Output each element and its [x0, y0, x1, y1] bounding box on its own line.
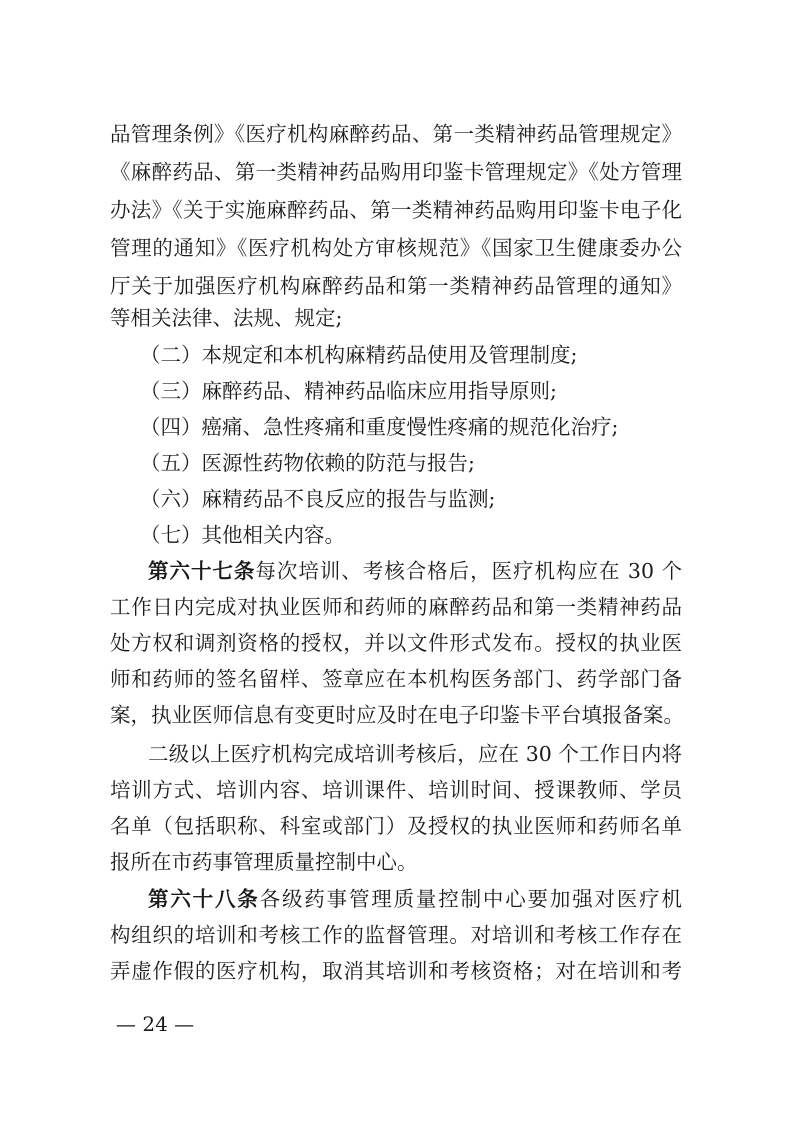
article-text: 各级药事管理质量控制中心要加强对医疗机 — [259, 887, 683, 911]
text-line: 构组织的培训和考核工作的监督管理。对培训和考核工作存在 — [110, 923, 682, 947]
text-line: 品管理条例》《医疗机构麻醉药品、第一类精神药品管理规定》 — [110, 122, 682, 146]
list-item: （七）其他相关内容。 — [140, 523, 345, 547]
text-line: 《麻醉药品、第一类精神药品购用印鉴卡管理规定》《处方管理 — [110, 160, 682, 184]
text-line: 师和药师的签名留样、签章应在本机构医务部门、药学部门备 — [110, 667, 682, 691]
page-number: — 24 — — [116, 1012, 195, 1036]
list-item: （三）麻醉药品、精神药品临床应用指导原则; — [140, 379, 557, 403]
article-heading: 第六十八条 — [148, 887, 260, 911]
text-line: 培训方式、培训内容、培训课件、培训时间、授课教师、学员 — [110, 778, 682, 802]
article-68-first-line — [148, 884, 682, 914]
text-line: 工作日内完成对执业医师和药师的麻醉药品和第一类精神药品 — [110, 595, 682, 619]
text-line: 管理的通知》《医疗机构处方审核规范》《国家卫生健康委办公 — [110, 236, 682, 260]
text-line: 名单（包括职称、科室或部门）及授权的执业医师和药师名单 — [110, 814, 682, 838]
text-line: 厅关于加强医疗机构麻醉药品和第一类精神药品管理的通知》 — [110, 274, 682, 298]
text-line: 处方权和调剂资格的授权，并以文件形式发布。授权的执业医 — [110, 631, 682, 655]
article-heading: 第六十七条 — [148, 559, 256, 583]
text-line: 案，执业医师信息有变更时应及时在电子印鉴卡平台填报备案。 — [110, 703, 684, 727]
text-line: 二级以上医疗机构完成培训考核后，应在 30 个工作日内将 — [148, 742, 682, 766]
text-line: 办法》《关于实施麻醉药品、第一类精神药品购用印鉴卡电子化 — [110, 198, 682, 222]
list-item: （四）癌痛、急性疼痛和重度慢性疼痛的规范化治疗; — [140, 415, 619, 439]
list-item: （五）医源性药物依赖的防范与报告; — [140, 451, 475, 475]
article-text: 每次培训、考核合格后，医疗机构应在 30 个 — [255, 559, 682, 583]
text-line: 等相关法律、法规、规定; — [110, 306, 343, 330]
list-item: （六）麻精药品不良反应的报告与监测; — [140, 487, 496, 511]
text-line: 报所在市药事管理质量控制中心。 — [110, 850, 418, 874]
list-item: （二）本规定和本机构麻精药品使用及管理制度; — [140, 343, 578, 367]
text-line: 弄虚作假的医疗机构，取消其培训和考核资格；对在培训和考 — [110, 959, 682, 983]
article-67-first-line — [148, 556, 682, 586]
